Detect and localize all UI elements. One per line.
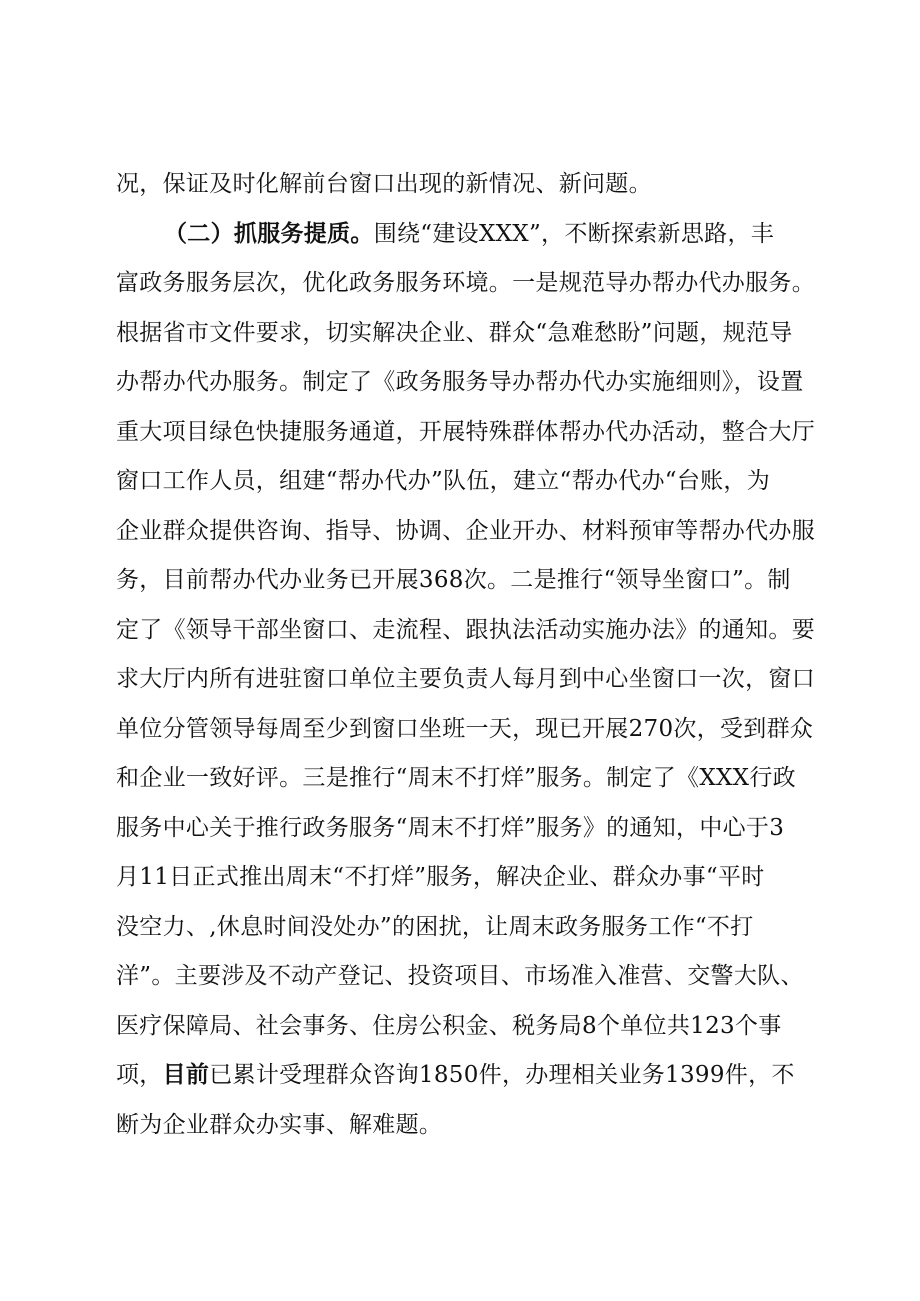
paragraph-line: 务，目前帮办代办业务已开展368次。二是推行“领导坐窗口”。制 [116,567,791,593]
paragraph-line-mixed [116,1055,795,1095]
paragraph-line: 重大项目绿色快捷服务通道，开展特殊群体帮办代办活动，整合大厅 [116,419,815,445]
paragraph-line: 企业群众提供咨询、指导、协调、企业开办、材料预审等帮办代办服 [116,518,815,544]
emphasis-text: 目前 [162,1061,210,1088]
paragraph-line: 窗口工作人员，组建“帮办代办”队伍，建立“帮办代办“台账，为 [116,468,771,494]
paragraph-line: 况，保证及时化解前台窗口出现的新情况、新问题。 [116,171,652,197]
paragraph-line: 单位分管领导每周至少到窗口坐班一天，现已开展270次，受到群众 [116,716,814,742]
paragraph-line: 定了《领导干部坐窗口、走流程、跟执法活动实施办法》的通知。要 [116,617,815,643]
section-heading-line [164,214,774,254]
line-rest-text: 已累计受理群众咨询1850件，办理相关业务1399件，不 [209,1062,795,1088]
paragraph-line: 办帮办代办服务。制定了《政务服务导办帮办代办实施细则》，设置 [116,369,804,395]
paragraph-line: 富政务服务层次，优化政务服务环境。一是规范导办帮办代办服务。 [116,270,815,296]
paragraph-line: 医疗保障局、社会事务、住房公积金、税务局8个单位共123个事 [116,1013,782,1039]
paragraph-line: 求大厅内所有进驻窗口单位主要负责人每月到中心坐窗口一次，窗口 [116,666,815,692]
paragraph-line: 洋”。主要涉及不动产登记、投资项目、市场准入准营、交警大队、 [116,963,804,989]
section-heading: （二）抓服务提质。 [164,220,374,247]
paragraph-line: 断为企业群众办实事、解难题。 [116,1112,443,1138]
paragraph-line: 没空力、,休息时间没处办”的困扰，让周末政务服务工作“不打 [116,914,754,940]
paragraph-line: 和企业一致好评。三是推行“周末不打烊”服务。制定了《XXX行政 [116,765,796,791]
paragraph-line: 月11日正式推出周末“不打烊”服务，解决企业、群众办事“平时 [116,864,765,890]
heading-line-text: 围绕“建设XXX”，不断探索新思路，丰 [373,221,775,247]
line-lead-text: 项， [116,1062,163,1088]
paragraph-line: 服务中心关于推行政务服务“周末不打烊”服务》的通知，中心于3 [116,815,785,841]
paragraph-line: 根据省市文件要求，切实解决企业、群众“急难愁盼”问题，规范导 [116,320,793,346]
